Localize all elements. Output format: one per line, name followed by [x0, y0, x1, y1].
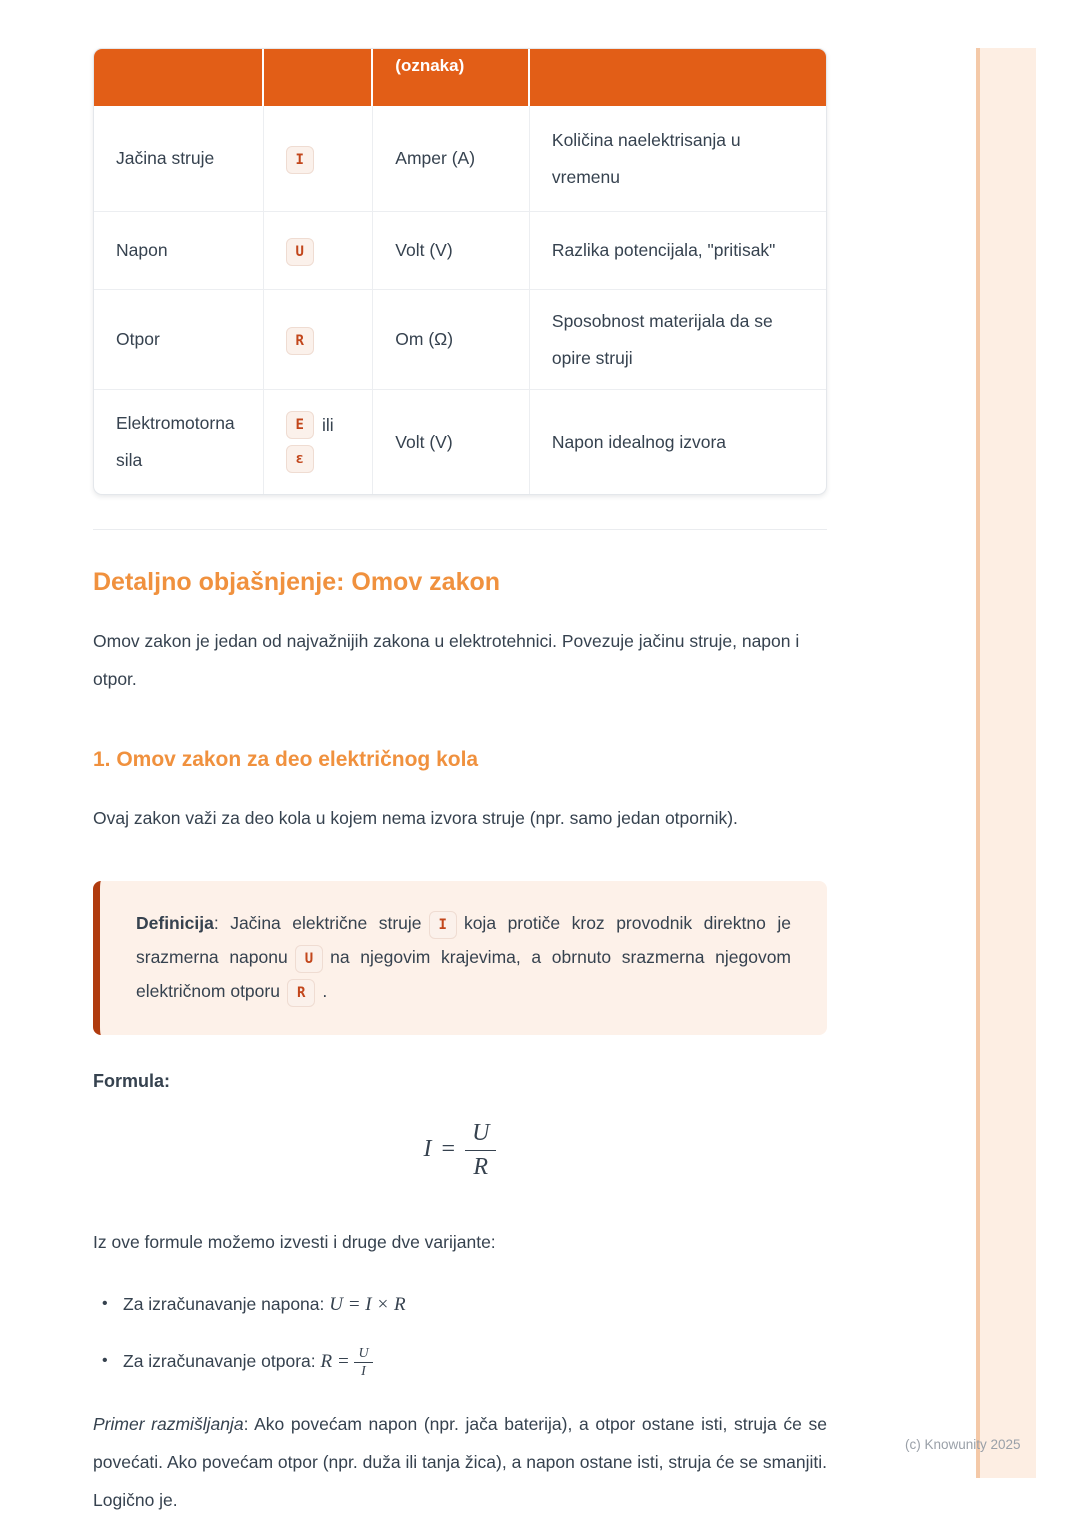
symbol-chip: R: [286, 327, 314, 355]
section-divider: [93, 529, 827, 530]
copyright-footer: (c) Knowunity 2025: [905, 1437, 1021, 1452]
variant-text: Za izračunavanje napona:: [123, 1294, 325, 1314]
symbol-chip: ε: [286, 445, 314, 473]
table-header-quantity: [94, 49, 264, 106]
variant-formula-lhs: R =: [320, 1351, 350, 1372]
formula-label: Formula:: [93, 1071, 171, 1091]
fraction-denominator: I: [361, 1364, 366, 1380]
quantity-unit: Volt (V): [373, 390, 530, 494]
definition-fragment: koja protiče kroz provodnik direktno je srazmerna naponu: [136, 913, 791, 967]
intro-paragraph: Omov zakon je jedan od najvažnijih zakona u elektrotehnici. Povezuje jačinu struje, napon i otpor.: [93, 631, 800, 689]
quantity-description: Razlika potencijala, "pritisak": [551, 240, 776, 260]
quantity-description: Sposobnost materijala da se opire struji: [551, 310, 773, 368]
quantity-description: Količina naelektrisanja u vremenu: [551, 129, 741, 187]
table-header-symbol: [264, 49, 374, 106]
symbol-chip: U: [295, 945, 323, 973]
quantity-symbol-cell: [264, 290, 374, 389]
quantity-unit: Om (Ω): [373, 290, 530, 389]
page-edge-strip: [976, 48, 1036, 1478]
quantity-name: Jačina struje: [94, 106, 264, 211]
list-item: [93, 1289, 827, 1320]
symbol-chip: U: [286, 238, 314, 266]
variant-list: [93, 1289, 827, 1379]
quantities-table: [93, 48, 827, 495]
quantity-name: Napon: [94, 212, 264, 289]
definition-callout: [93, 881, 827, 1035]
definition-fragment: .: [322, 981, 328, 1001]
fraction: [465, 1120, 496, 1181]
quantity-unit: Amper (A): [373, 106, 530, 211]
example-paragraph: [93, 1405, 827, 1519]
variant-formula: [320, 1346, 373, 1380]
symbol-chip: R: [287, 979, 315, 1007]
definition-label: Definicija: [136, 913, 214, 933]
symbol-chip: E: [286, 411, 314, 439]
ohms-law-formula: [93, 1120, 827, 1181]
quantity-name: Otpor: [94, 290, 264, 389]
fraction-numerator: U: [465, 1120, 496, 1151]
example-label: Primer razmišljanja: [93, 1414, 244, 1435]
variants-intro: Iz ove formule možemo izvesti i druge dve varijante:: [93, 1232, 496, 1252]
bullet-icon: •: [102, 1295, 108, 1312]
scope-paragraph: Ovaj zakon važi za deo kola u kojem nema izvora struje (npr. samo jedan otpornik).: [93, 808, 738, 828]
fraction-numerator: U: [354, 1346, 372, 1363]
table-row: [94, 289, 826, 389]
definition-fragment: na njegovim krajevima, a obrnuto srazmerna njegovom električnom otporu: [136, 947, 792, 1001]
quantity-symbol-cell: [264, 390, 374, 494]
variant-formula: U = I × R: [329, 1294, 406, 1315]
definition-text: [136, 906, 791, 1008]
symbol-chip: I: [429, 911, 457, 939]
fraction: [354, 1346, 372, 1379]
table-header-description: [530, 49, 826, 106]
table-header-row: [94, 49, 826, 106]
formula-lhs: I: [423, 1136, 432, 1163]
table-row: [94, 211, 826, 289]
quantity-symbol-cell: [264, 106, 374, 211]
quantity-symbol-cell: [264, 212, 374, 289]
fraction-denominator: R: [473, 1154, 489, 1180]
table-row: [94, 106, 826, 211]
document-content: [93, 48, 827, 1519]
quantity-description: Napon idealnog izvora: [551, 431, 727, 452]
example-text: : Ako povećam napon (npr. jača baterija), a otpor ostane isti, struja će se povećati. Ako povećam otpor (npr. duža ili tanja žica), a napon ostane isti, struja će se smanjiti. Logično je.: [93, 1414, 827, 1511]
table-row: [94, 389, 826, 494]
variant-text: Za izračunavanje otpora:: [123, 1351, 316, 1371]
symbol-separator: ili: [321, 415, 334, 435]
list-item: [93, 1346, 827, 1379]
quantity-name: Elektromotorna sila: [94, 390, 264, 494]
subsection-title: 1. Omov zakon za deo električnog kola: [93, 748, 479, 771]
section-title: Detaljno objašnjenje: Omov zakon: [93, 568, 501, 596]
table-header-unit: (oznaka): [373, 49, 530, 106]
bullet-icon: •: [102, 1352, 108, 1369]
quantity-unit: Volt (V): [373, 212, 530, 289]
definition-fragment: : Jačina električne struje: [213, 913, 422, 933]
equals-sign: =: [441, 1136, 456, 1163]
symbol-chip: I: [286, 146, 314, 174]
